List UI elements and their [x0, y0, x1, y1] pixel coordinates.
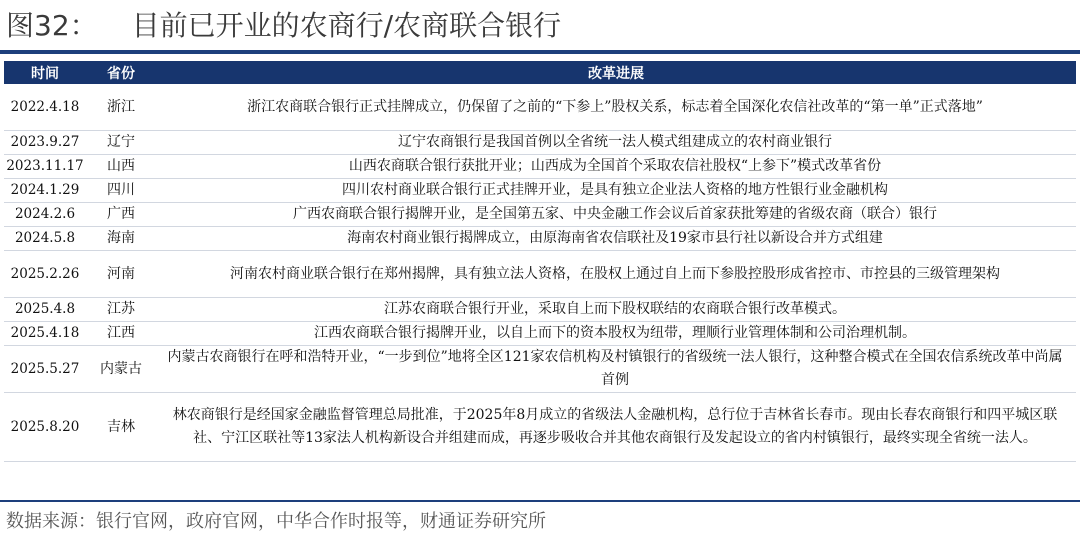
cell-date: 2025.4.8	[4, 298, 86, 322]
cell-province: 河南	[86, 251, 156, 298]
table-row	[4, 131, 1076, 155]
cell-date: 2024.2.6	[4, 203, 86, 227]
table-row	[4, 346, 1076, 393]
cell-date: 2024.5.8	[4, 227, 86, 251]
figure-title	[6, 4, 561, 48]
cell-progress: 辽宁农商银行是我国首例以全省统一法人模式组建成立的农村商业银行	[156, 131, 1076, 155]
cell-province: 江苏	[86, 298, 156, 322]
title-divider	[0, 50, 1080, 54]
cell-province: 广西	[86, 203, 156, 227]
cell-province: 山西	[86, 155, 156, 179]
cell-date: 2025.8.20	[4, 393, 86, 462]
cell-province: 辽宁	[86, 131, 156, 155]
header-province: 省份	[86, 61, 156, 84]
cell-province: 四川	[86, 179, 156, 203]
table-row	[4, 393, 1076, 462]
table-row	[4, 155, 1076, 179]
cell-province: 海南	[86, 227, 156, 251]
table-row	[4, 251, 1076, 298]
cell-progress: 江苏农商联合银行开业，采取自上而下股权联结的农商联合银行改革模式。	[156, 298, 1076, 322]
header-progress: 改革进展	[156, 61, 1076, 84]
cell-progress: 山西农商联合银行获批开业；山西成为全国首个采取农信社股权“上参下”模式改革省份	[156, 155, 1076, 179]
cell-date: 2025.2.26	[4, 251, 86, 298]
cell-progress: 海南农村商业银行揭牌成立，由原海南省农信联社及19家市县行社以新设合并方式组建	[156, 227, 1076, 251]
table-header-row	[4, 61, 1076, 84]
cell-progress: 四川农村商业联合银行正式挂牌开业，是具有独立企业法人资格的地方性银行业金融机构	[156, 179, 1076, 203]
cell-progress: 林农商银行是经国家金融监督管理总局批准，于2025年8月成立的省级法人金融机构，总行位于吉林省长春市。现由长春农商银行和四平城区联社、宁江区联社等13家法人机构新设合并组建而成，再逐步吸收合并其他农商银行及发起设立的省内村镇银行，最终实现全省统一法人。	[156, 393, 1076, 462]
table-row	[4, 84, 1076, 131]
cell-province: 内蒙古	[86, 346, 156, 393]
cell-progress: 江西农商联合银行揭牌开业，以自上而下的资本股权为纽带，理顺行业管理体制和公司治理机制。	[156, 322, 1076, 346]
cell-date: 2023.9.27	[4, 131, 86, 155]
cell-date: 2025.5.27	[4, 346, 86, 393]
table-row	[4, 322, 1076, 346]
bottom-divider	[0, 500, 1080, 502]
cell-progress: 内蒙古农商银行在呼和浩特开业，“一步到位”地将全区121家农信机构及村镇银行的省级统一法人银行，这种整合模式在全国农信系统改革中尚属首例	[156, 346, 1076, 393]
cell-progress: 广西农商联合银行揭牌开业，是全国第五家、中央金融工作会议后首家获批筹建的省级农商（联合）银行	[156, 203, 1076, 227]
table-row	[4, 203, 1076, 227]
cell-date: 2022.4.18	[4, 84, 86, 131]
cell-province: 江西	[86, 322, 156, 346]
cell-province: 吉林	[86, 393, 156, 462]
cell-date: 2023.11.17	[4, 155, 86, 179]
figure-number: 图32：	[6, 9, 98, 42]
source-note: 数据来源：银行官网，政府官网，中华合作时报等，财通证券研究所	[6, 511, 546, 532]
table-row	[4, 227, 1076, 251]
reform-table	[4, 61, 1076, 462]
figure-title-text: 目前已开业的农商行/农商联合银行	[131, 9, 562, 42]
table-row	[4, 298, 1076, 322]
cell-date: 2025.4.18	[4, 322, 86, 346]
header-date: 时间	[4, 61, 86, 84]
cell-date: 2024.1.29	[4, 179, 86, 203]
cell-province: 浙江	[86, 84, 156, 131]
cell-progress: 浙江农商联合银行正式挂牌成立，仍保留了之前的“下参上”股权关系，标志着全国深化农信社改革的“第一单”正式落地”	[156, 84, 1076, 131]
table-row	[4, 179, 1076, 203]
cell-progress: 河南农村商业联合银行在郑州揭牌，具有独立法人资格，在股权上通过自上而下参股控股形成省控市、市控县的三级管理架构	[156, 251, 1076, 298]
